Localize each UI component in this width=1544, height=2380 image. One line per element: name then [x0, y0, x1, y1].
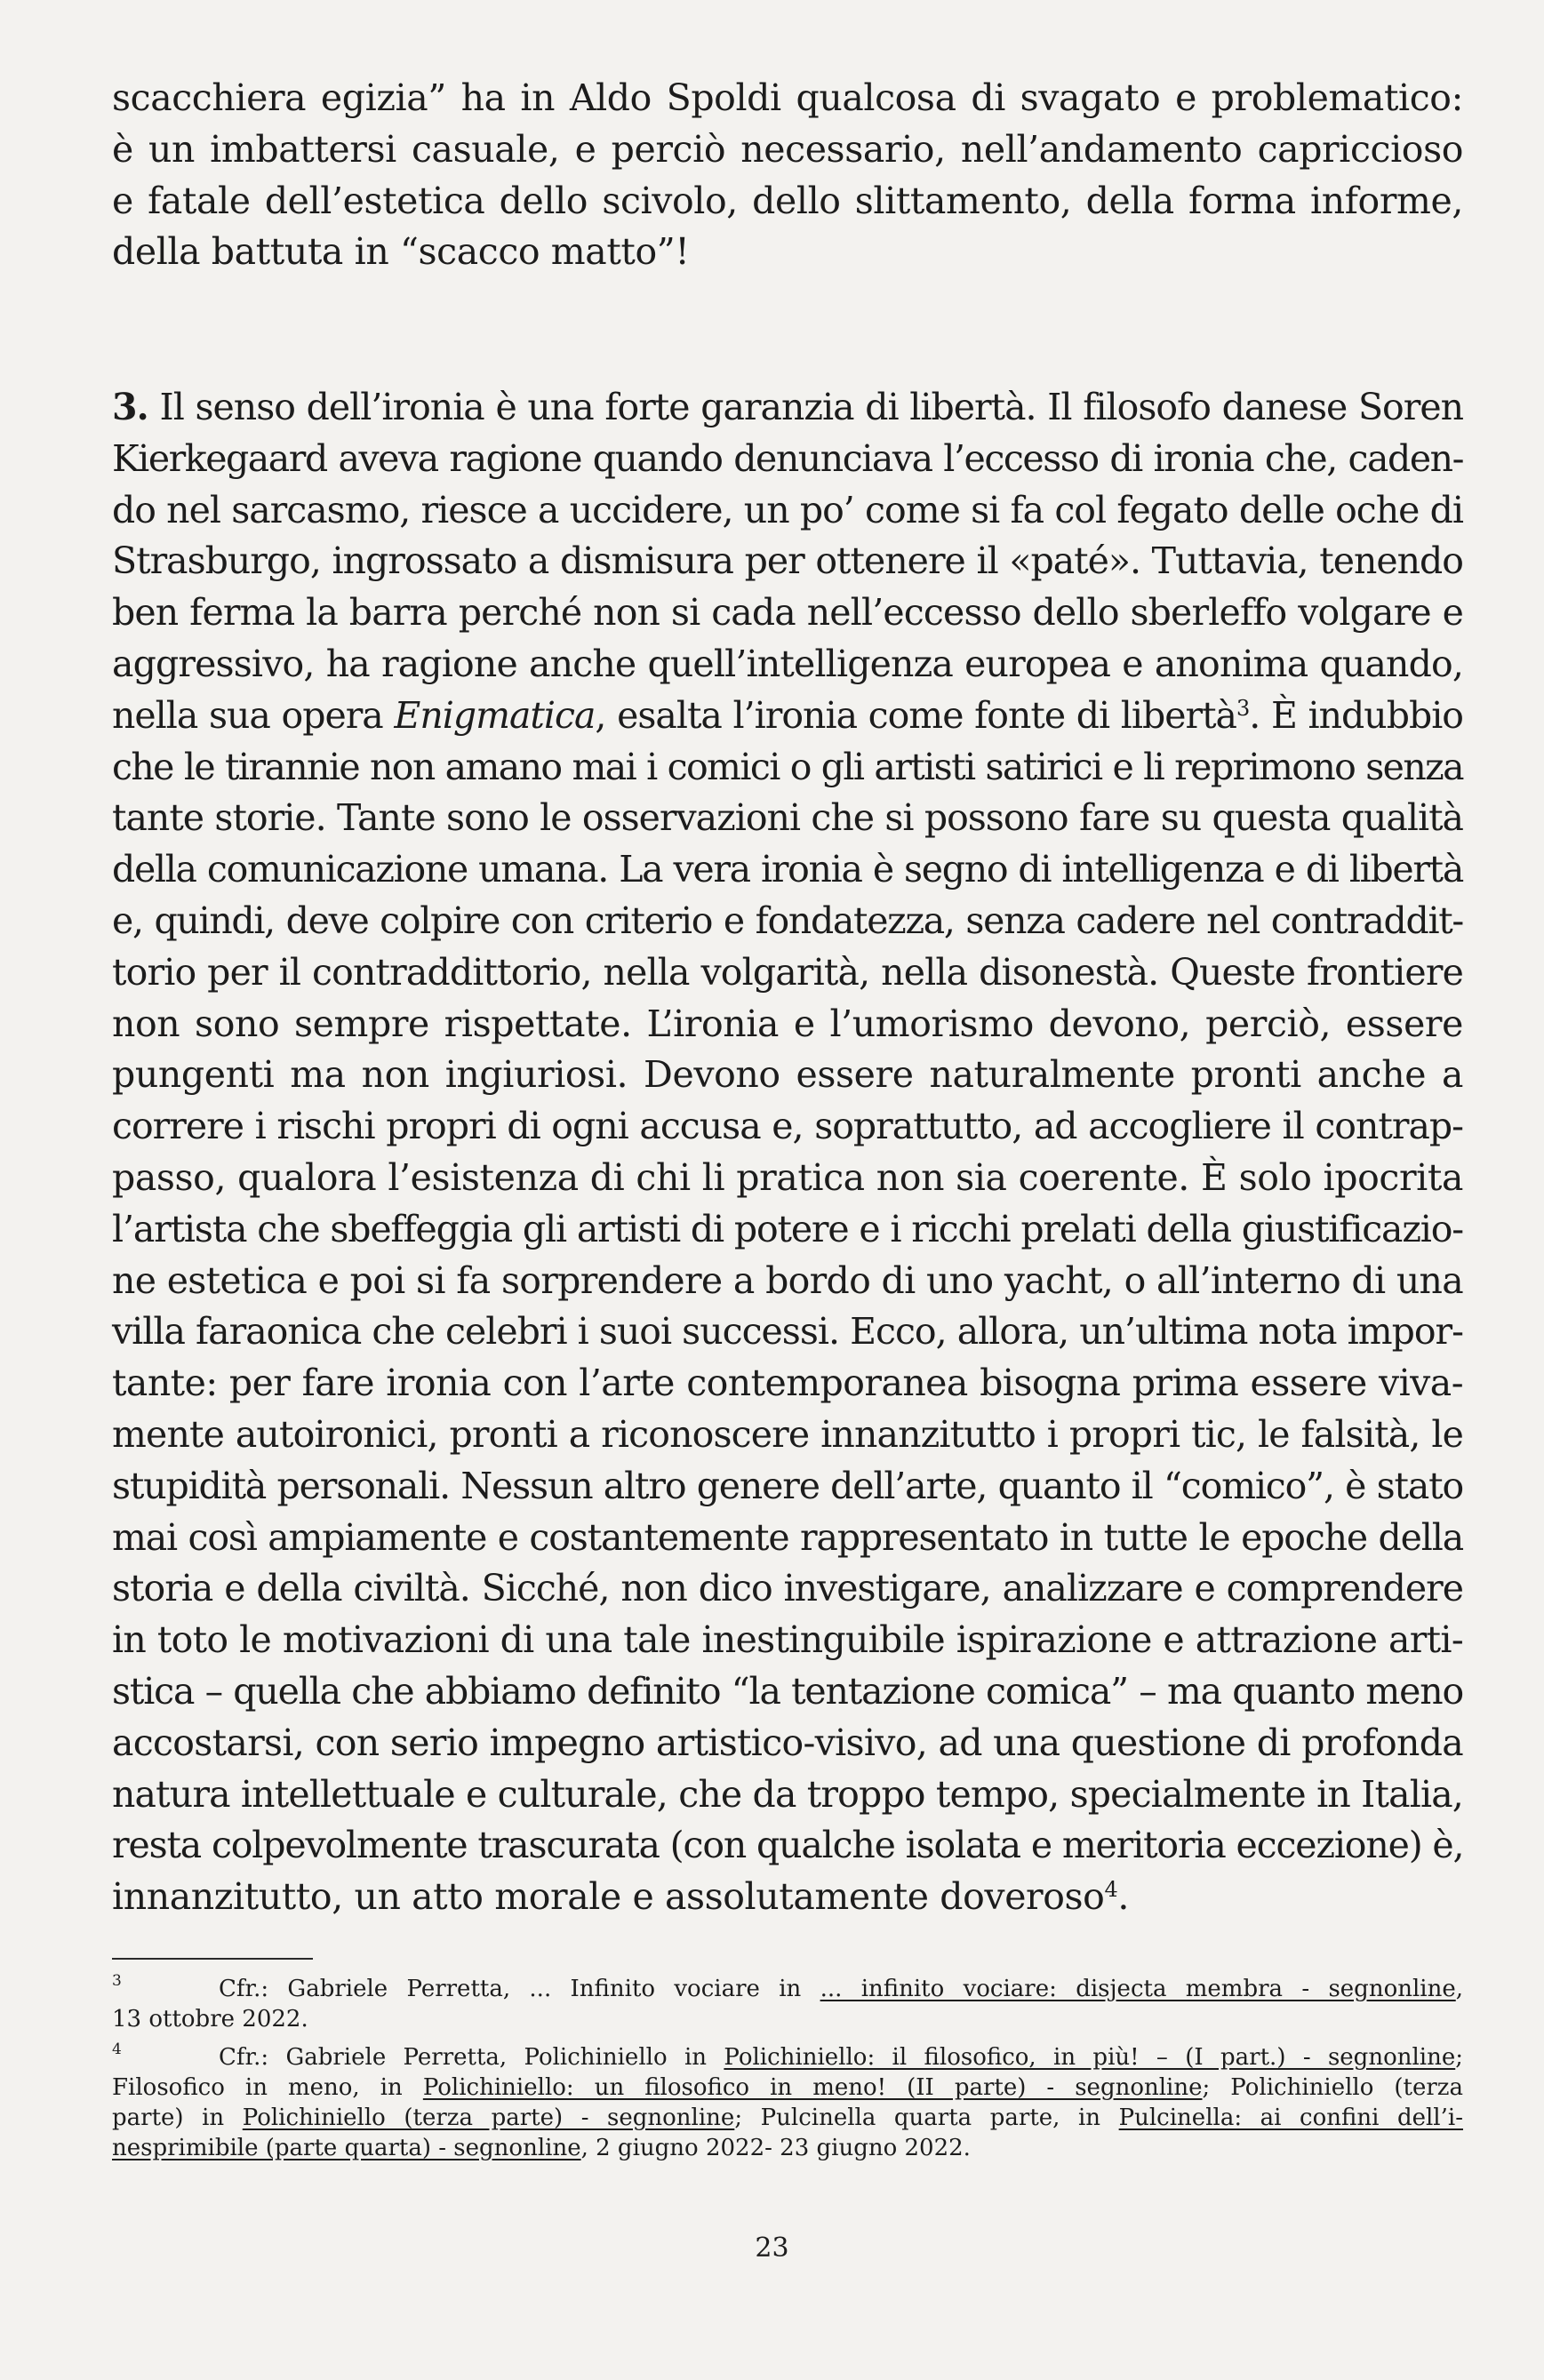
footnote-divider	[112, 1958, 313, 1960]
footnote-text: ,	[1455, 1976, 1463, 2002]
text-line: storia e della civiltà. Sicché, non dico investigare, analizzare e comprendere	[112, 1567, 1463, 1610]
section-3-paragraph	[112, 382, 1463, 1923]
text-line: accostarsi, con serio impegno artistico-visivo, ad una questione di profonda	[112, 1721, 1463, 1764]
footnote-link[interactable]: ... infinito vociare: disjecta membra - segnonline	[820, 1976, 1456, 2002]
text-line: ben ferma la barra perché non si cada nell’eccesso dello sberleffo volgare e	[112, 591, 1463, 635]
footnote-ref: 3	[1236, 695, 1250, 721]
text-line	[112, 691, 1463, 742]
text-line: mente autoironici, pronti a riconoscere innanzitutto i propri tic, le falsità, le	[112, 1412, 1463, 1456]
text-line: do nel sarcasmo, riesce a uccidere, un po’ come si fa col fegato delle oche di	[112, 488, 1463, 531]
footnote-link[interactable]: nesprimibile (parte quarta) - segnonline	[112, 2135, 581, 2161]
text-line: mai così ampiamente e costantemente rappresentato in tutte le epoche della	[112, 1515, 1463, 1559]
work-title: Enigmatica	[394, 693, 596, 737]
footnote-link[interactable]: Polichiniello (terza parte) - segnonline	[242, 2104, 735, 2131]
text-fragment: innanzitutto, un atto morale e assolutamente doveroso	[112, 1875, 1105, 1919]
text-fragment: nella sua opera	[112, 693, 395, 737]
text-line: è un imbattersi casuale, e perciò necessario, nell’andamento capriccioso	[112, 127, 1463, 171]
footnote-text: parte) in	[112, 2104, 243, 2131]
text-line: e fatale dell’estetica dello scivolo, dello slittamento, della forma informe,	[112, 179, 1463, 222]
footnote-4-line	[112, 2073, 1463, 2103]
footnote-mark: 4	[112, 2041, 122, 2058]
text-line: Strasburgo, ingrossato a dismisura per ottenere il «paté». Tuttavia, tenendo	[112, 539, 1463, 583]
footnote-4-line	[112, 2133, 1463, 2163]
text-line: correre i rischi propri di ogni accusa e, soprattutto, ad accogliere il contrap-	[112, 1105, 1463, 1148]
text-line: passo, qualora l’esistenza di chi li pratica non sia coerente. È solo ipocrita	[112, 1155, 1463, 1199]
section-number: 3.	[112, 386, 148, 428]
text-line	[112, 1872, 1463, 1923]
text-line: ne estetica e poi si fa sorprendere a bordo di uno yacht, o all’interno di una	[112, 1258, 1463, 1302]
text-line: e, quindi, deve colpire con criterio e fondatezza, senza cadere nel contraddit-	[112, 898, 1463, 942]
text-line: stica – quella che abbiamo definito “la tentazione comica” – ma quanto meno	[112, 1669, 1463, 1713]
text-line: natura intellettuale e culturale, che da troppo tempo, specialmente in Italia,	[112, 1772, 1463, 1816]
text-line	[112, 382, 1463, 434]
page-number: 23	[755, 2232, 789, 2264]
footnote-text: Cfr.: Gabriele Perretta, ... Infinito vociare in	[219, 1976, 820, 2002]
paragraph-continuation	[112, 73, 1463, 278]
footnote-4-line	[112, 2034, 1463, 2073]
text-fragment: , esalta l’ironia come fonte di libertà	[595, 693, 1236, 737]
text-fragment: . È indubbio	[1249, 693, 1463, 737]
footnote-text: Cfr.: Gabriele Perretta, Polichiniello in	[219, 2044, 724, 2071]
footnote-4-line	[112, 2103, 1463, 2133]
text-line: che le tirannie non amano mai i comici o gli artisti satirici e li reprimono senza	[112, 745, 1463, 788]
text-line: pungenti ma non ingiuriosi. Devono essere naturalmente pronti anche a	[112, 1053, 1463, 1097]
footnote-text: ; Polichiniello (terza	[1202, 2074, 1464, 2101]
text-fragment: Il senso dell’ironia è una forte garanzia di libertà. Il filosofo danese Soren	[148, 386, 1463, 428]
footnote-text: ;	[1455, 2044, 1463, 2071]
text-line: torio per il contraddittorio, nella volgarità, nella disonestà. Queste frontiere	[112, 950, 1463, 994]
footnote-link[interactable]: Polichiniello: un filosofico in meno! (II parte) - segnonline	[422, 2074, 1203, 2101]
text-line: della comunicazione umana. La vera ironia è segno di intelligenza e di libertà	[112, 848, 1463, 891]
text-line: tante: per fare ironia con l’arte contemporanea bisogna prima essere viva-	[112, 1362, 1463, 1405]
footnote-text: , 2 giugno 2022- 23 giugno 2022.	[580, 2135, 971, 2161]
footnote-3-line: 13 ottobre 2022.	[112, 2006, 308, 2033]
footnotes	[112, 1966, 1463, 2163]
footnote-mark: 3	[112, 1972, 122, 1990]
footnote-text: ; Pulcinella quarta parte, in	[734, 2104, 1119, 2131]
text-line: Kierkegaard aveva ragione quando denunciava l’eccesso di ironia che, caden-	[112, 436, 1463, 480]
text-line: villa faraonica che celebri i suoi successi. Ecco, allora, un’ultima nota impor-	[112, 1310, 1463, 1354]
footnote-link[interactable]: Polichiniello: il filosofico, in più! – (I part.) - segnonline	[724, 2044, 1456, 2071]
text-line: l’artista che sbeffeggia gli artisti di potere e i ricchi prelati della giustificazio-	[112, 1207, 1463, 1250]
text-line: della battuta in “scacco matto”!	[112, 230, 690, 274]
footnote-ref: 4	[1104, 1877, 1118, 1903]
text-line: non sono sempre rispettate. L’ironia e l’umorismo devono, perciò, essere	[112, 1002, 1463, 1045]
text-line: tante storie. Tante sono le osservazioni che si possono fare su questa qualità	[112, 796, 1463, 840]
text-line: in toto le motivazioni di una tale inestinguibile ispirazione e attrazione arti-	[112, 1618, 1463, 1662]
footnote-link[interactable]: Pulcinella: ai confini dell’i-	[1118, 2104, 1463, 2131]
text-line: scacchiera egizia” ha in Aldo Spoldi qualcosa di svagato e problematico:	[112, 76, 1463, 119]
text-line: resta colpevolmente trascurata (con qualche isolata e meritoria eccezione) è,	[112, 1824, 1464, 1867]
text-line: aggressivo, ha ragione anche quell’intelligenza europea e anonima quando,	[112, 642, 1463, 685]
footnote-text: Filosofico in meno, in	[112, 2074, 423, 2101]
text-line: stupidità personali. Nessun altro genere dell’arte, quanto il “comico”, è stato	[112, 1464, 1463, 1507]
footnote-3-line	[112, 1966, 1463, 2004]
text-fragment: .	[1117, 1875, 1129, 1919]
